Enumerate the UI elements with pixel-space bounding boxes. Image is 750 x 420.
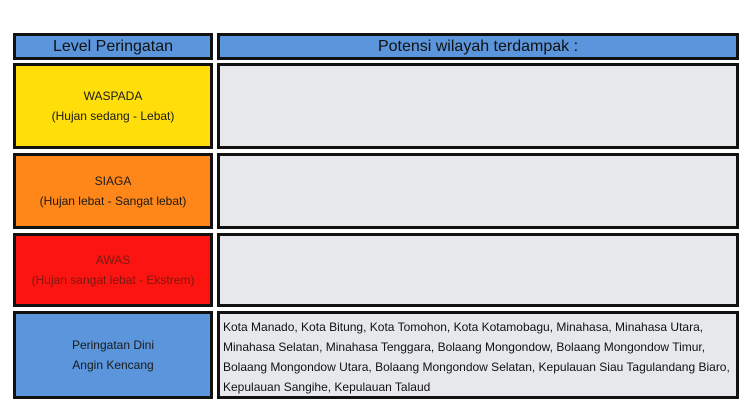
level-siaga-description: (Hujan lebat - Sangat lebat) <box>39 194 187 208</box>
area-siaga-text <box>220 156 736 159</box>
level-siaga-name: SIAGA <box>94 174 132 188</box>
level-awas-name: AWAS <box>95 253 131 267</box>
level-siaga-cell <box>13 153 213 229</box>
header-level-label: Level Peringatan <box>52 37 174 55</box>
level-awas-description: (Hujan sangat lebat - Ekstrem) <box>31 273 195 287</box>
level-waspada-description: (Hujan sedang - Lebat) <box>51 109 175 123</box>
area-angin-kencang-cell <box>217 311 739 399</box>
area-awas-cell <box>217 233 739 307</box>
area-awas-text <box>220 236 736 239</box>
area-siaga-cell <box>217 153 739 229</box>
area-waspada-text <box>220 66 736 69</box>
area-angin-kencang-text: Kota Manado, Kota Bitung, Kota Tomohon, Kota Kotamobagu, Minahasa, Minahasa Utara, Minahasa Selatan, Minahasa Tenggara, Bolaang Mongondow, Bolaang Mongondow Timur, Bolaang Mongondow Utara, Bolaang Mongondow Selatan, Kepulauan Siau Tagulandang Biaro, Kepulauan Sangihe, Kepulauan Talaud <box>223 320 730 394</box>
level-awas-cell <box>13 233 213 307</box>
level-angin-kencang-cell <box>13 311 213 399</box>
area-waspada-cell <box>217 63 739 149</box>
header-level-cell <box>13 33 213 60</box>
header-area-label: Potensi wilayah terdampak : <box>377 37 579 55</box>
level-waspada-name: WASPADA <box>83 89 143 103</box>
level-angin-kencang-description: Angin Kencang <box>72 358 154 372</box>
level-waspada-cell <box>13 63 213 149</box>
level-angin-kencang-name: Peringatan Dini <box>71 338 155 352</box>
header-area-cell <box>217 33 739 60</box>
